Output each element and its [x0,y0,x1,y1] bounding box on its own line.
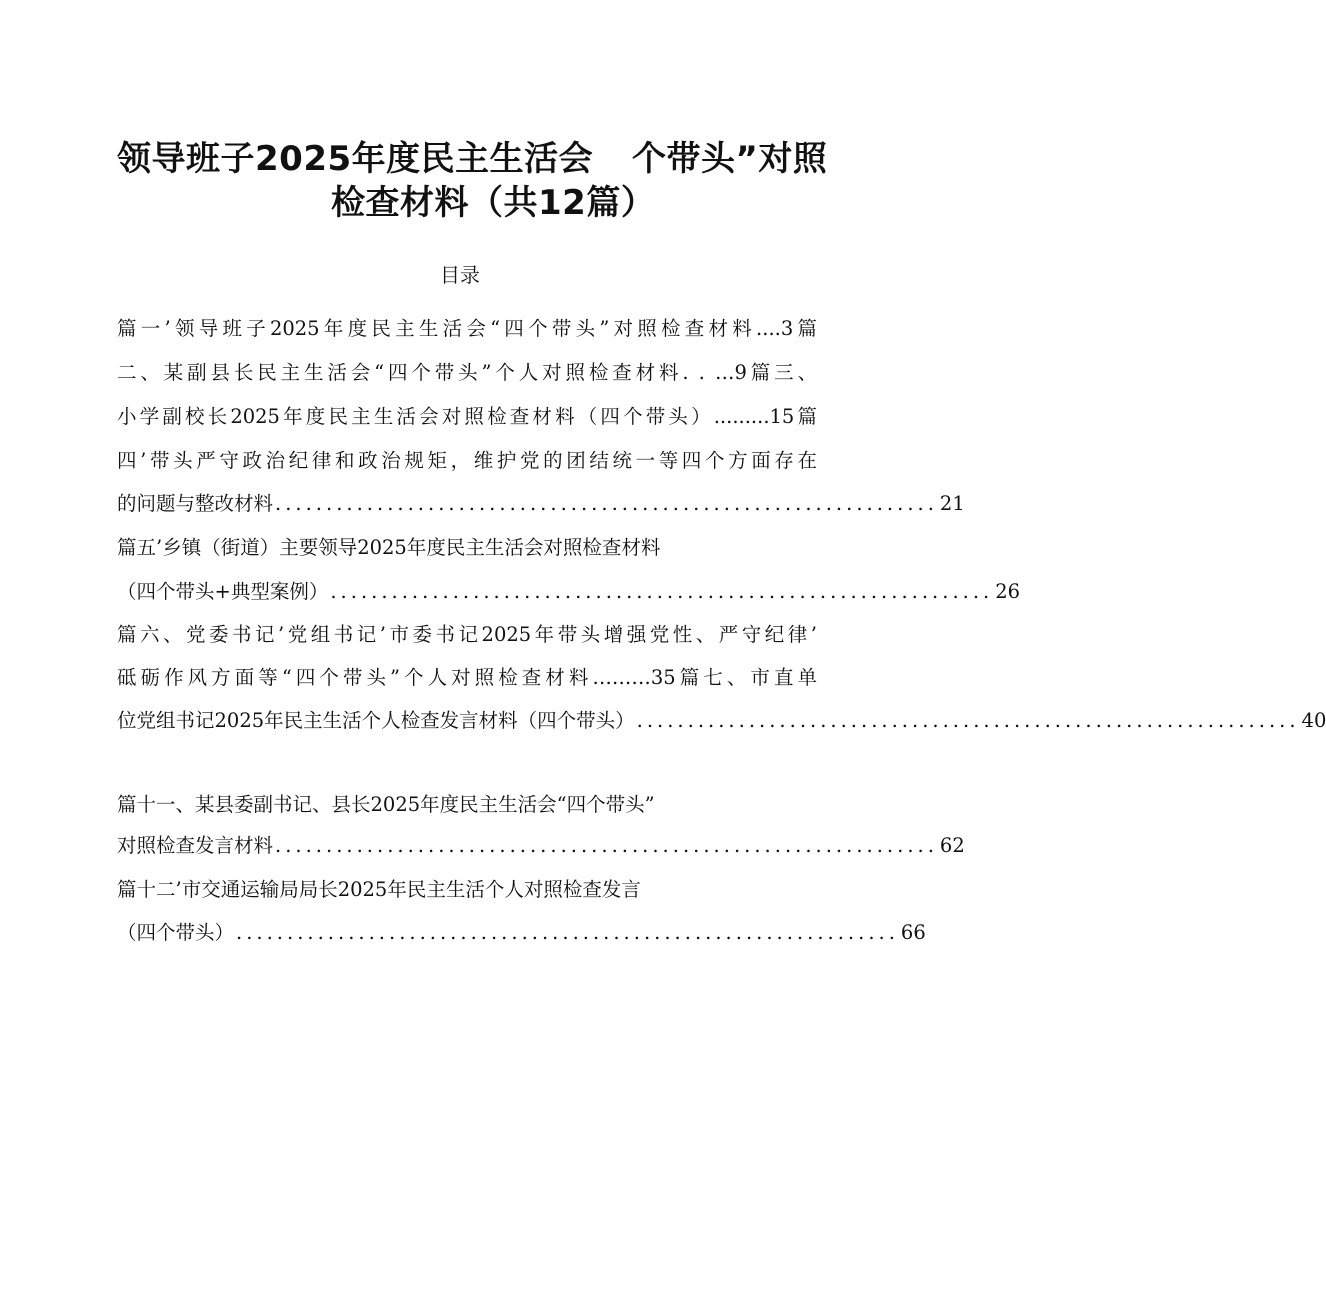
toc-line: 小学副校长2025年度民主生活会对照检查材料（四个带头）.........15篇 [117,405,817,428]
toc-dot-leader: ................................................................. [236,921,899,944]
toc-line: 篇五’乡镇（街道）主要领导2025年度民主生活会对照检查材料 [117,536,661,559]
toc-entry-text: 的问题与整改材料 [117,492,274,515]
toc-line: 篇十二’市交通运输局局长2025年民主生活个人对照检查发言 [117,878,641,901]
toc-entry-text: （四个带头） [117,921,235,944]
toc-line: 二、某副县长民主生活会“四个带头”个人对照检查材料. . …9篇三、 [117,361,817,384]
toc-page-number: 62 [939,834,965,857]
toc-line: 砥砺作风方面等“四个带头”个人对照检查材料………35篇七、市直单 [117,666,817,689]
toc-line: 四’带头严守政治纪律和政治规矩，维护党的团结统一等四个方面存在 [117,449,817,472]
toc-entry [117,579,1021,605]
toc-entry [117,491,965,517]
toc-page-number: 26 [995,580,1021,603]
toc-entry-text: 位党组书记2025年民主生活个人检查发言材料（四个带头） [117,709,635,732]
toc-line: 篇十一、某县委副书记、县长2025年度民主生活会“四个带头” [117,793,655,816]
document-title-part-1: 领导班子2025年度民主生活会 [117,139,594,179]
toc-dot-leader: ................................................................. [275,492,938,515]
toc-page-number: 66 [900,921,926,944]
toc-dot-leader: ................................................................. [636,709,1300,732]
toc-entry [117,708,1326,734]
toc-dot-leader: ................................................................. [330,580,994,603]
toc-entry-text: 对照检查发言材料 [117,834,274,857]
toc-page-number: 21 [939,492,965,515]
document-title-part-2: 个带头”对照 [632,139,828,179]
document-title-line-2: 检查材料（共12篇） [331,183,656,223]
toc-page-number: 40 [1301,709,1326,732]
toc-dot-leader: ................................................................. [275,834,938,857]
toc-heading: 目录 [440,263,480,287]
toc-entry [117,833,965,859]
toc-entry-text: （四个带头+典型案例） [117,580,329,603]
toc-line: 篇一’领导班子2025年度民主生活会“四个带头”对照检查材料....3篇 [117,317,817,340]
toc-line: 篇六、党委书记’党组书记’市委书记2025年带头增强党性、严守纪律’ [117,623,817,646]
toc-entry [117,920,926,946]
